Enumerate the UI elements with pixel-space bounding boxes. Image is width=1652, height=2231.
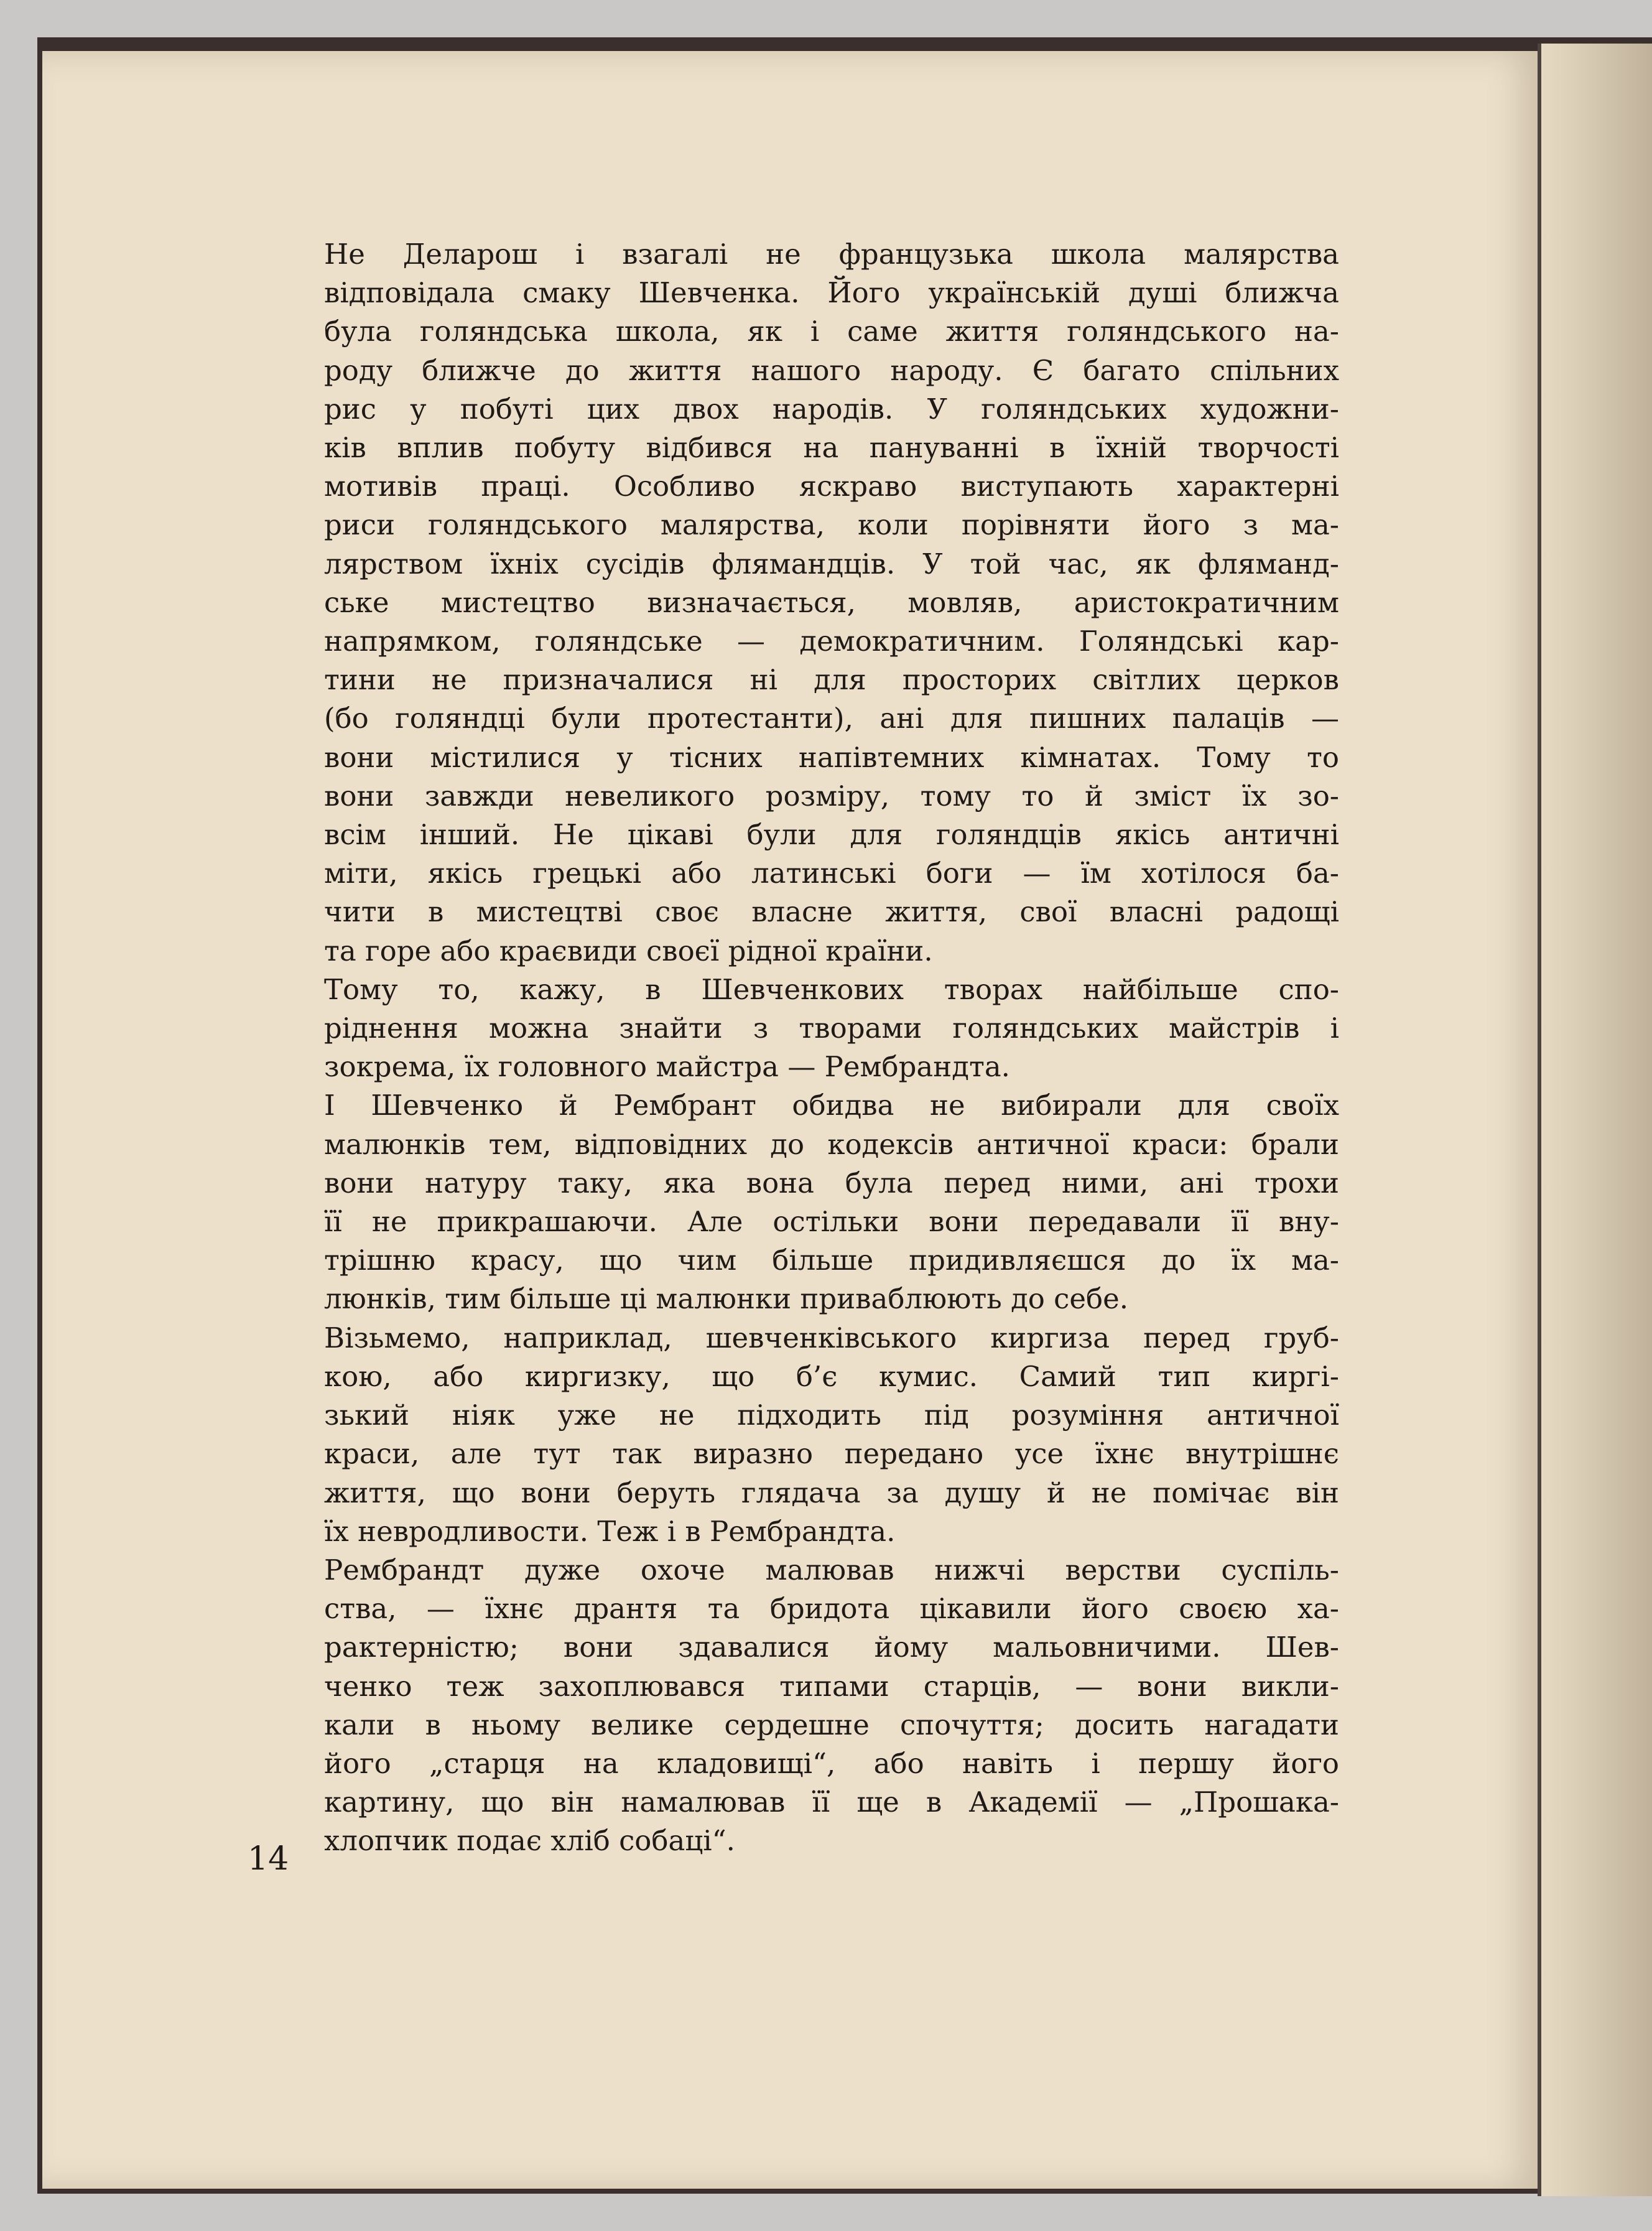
text-line: та горе або краєвиди своєї рідної країни. (324, 934, 933, 967)
text-line: життя, що вони беруть глядача за душу й не помічає він (324, 1476, 1339, 1509)
text-line: всім інший. Не цікаві були для голяндців якісь античні (324, 818, 1339, 852)
text-line: малюнків тем, відповідних до кодексів античної краси: брали (324, 1127, 1339, 1161)
text-line: (бо голяндці були протестанти), ані для пишних палаців — (324, 702, 1339, 735)
text-line: Тому то, кажу, в Шевченкових творах найбільше спо- (324, 972, 1339, 1006)
text-line: кою, або киргизку, що б’є кумис. Самий тип киргі- (324, 1359, 1339, 1393)
text-line: картину, що він намалював її ще в Академії — „Прошака- (324, 1786, 1339, 1819)
text-line: мотивів праці. Особливо яскраво виступають характерні (324, 470, 1339, 503)
text-line: Візьмемо, наприклад, шевченківського киргиза перед груб- (324, 1321, 1339, 1354)
text-line: кали в ньому велике сердешне спочуття; досить нагадати (324, 1708, 1339, 1741)
text-line: рактерністю; вони здавалися йому мальовничими. Шев- (324, 1631, 1339, 1664)
text-line: їх невродливости. Теж і в Рембрандта. (324, 1514, 896, 1548)
body-text (324, 235, 1339, 1861)
text-line: Не Деларош і взагалі не французька школа малярства (324, 238, 1339, 271)
text-line: його „старця на кладовищі“, або навіть і першу його (324, 1746, 1339, 1780)
text-line: була голяндська школа, як і саме життя голяндського на- (324, 315, 1339, 348)
text-line: ріднення можна знайти з творами голяндських майстрів і (324, 1012, 1339, 1045)
text-line: її не прикрашаючи. Але остільки вони передавали її вну- (324, 1205, 1339, 1239)
text-line: трішню красу, що чим більше придивляєшся до їх ма- (324, 1244, 1339, 1277)
text-line: тини не призначалися ні для просторих світлих церков (324, 663, 1339, 697)
text-line: Рембрандт дуже охоче малював нижчі верстви суспіль- (324, 1553, 1339, 1586)
text-line: зокрема, їх головного майстра — Рембрандта. (324, 1050, 1010, 1084)
text-line: ства, — їхнє дрантя та бридота цікавили його своєю ха- (324, 1592, 1339, 1626)
text-line: краси, але тут так виразно передано усе їхнє внутрішнє (324, 1437, 1339, 1471)
text-line: рис у побуті цих двох народів. У голяндських художни- (324, 392, 1339, 426)
page-edge (1538, 44, 1652, 2196)
text-line: І Шевченко й Рембрант обидва не вибирали для своїх (324, 1089, 1339, 1122)
text-line: люнків, тим більше ці малюнки приваблюють до себе. (324, 1282, 1129, 1316)
text-line: ське мистецтво визначається, мовляв, аристократичним (324, 585, 1339, 619)
text-line: ків вплив побуту відбився на пануванні в їхній творчості (324, 431, 1339, 465)
text-line: ченко теж захоплювався типами старців, — вони викли- (324, 1669, 1339, 1703)
text-line: чити в мистецтві своє власне життя, свої власні радощі (324, 895, 1339, 929)
text-line: вони містилися у тісних напівтемних кімнатах. Тому то (324, 740, 1339, 774)
text-line: напрямком, голяндське — демократичним. Голяндські кар- (324, 625, 1339, 658)
text-line: хлопчик подає хліб собаці“. (324, 1824, 735, 1858)
text-line: вони завжди невеликого розміру, тому то й зміст їх зо- (324, 779, 1339, 813)
text-line: вони натуру таку, яка вона була перед ними, ані трохи (324, 1166, 1339, 1199)
text-line: лярством їхніх сусідів флямандців. У той час, як фляманд- (324, 547, 1339, 580)
text-line: відповідала смаку Шевченка. Його українській душі ближча (324, 276, 1339, 310)
text-line: зький ніяк уже не підходить під розуміння античної (324, 1399, 1339, 1432)
text-line: міти, якісь грецькі або латинські боги — їм хотілося ба- (324, 857, 1339, 890)
text-line: роду ближче до життя нашого народу. Є багато спільних (324, 353, 1339, 387)
text-line: риси голяндського малярства, коли порівняти його з ма- (324, 508, 1339, 542)
page-number: 14 (248, 1840, 289, 1878)
